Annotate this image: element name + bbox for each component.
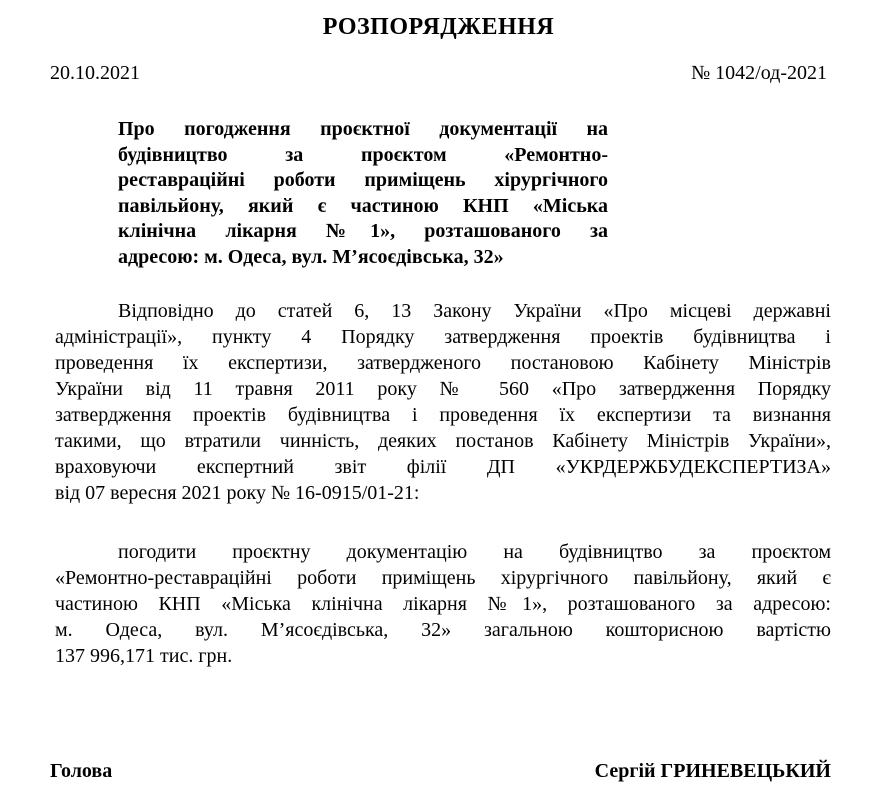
subject-line: Про погодження проєктної документації на [118, 118, 608, 140]
paragraph-line: Відповідно до статей 6, 13 Закону України «Про місцеві державні [118, 300, 831, 322]
subject-line: будівництво за проєктом «Ремонтно- [118, 143, 608, 166]
document-title: РОЗПОРЯДЖЕННЯ [322, 14, 555, 40]
paragraph-line: частиною КНП «Міська клінічна лікарня №1», розташованого за адресою: [55, 593, 831, 615]
paragraph-line: проведення їх експертизи, затвердженого постановою Кабінету Міністрів [55, 352, 831, 374]
paragraph-line: враховуючи експертний звіт філії ДП «УКРДЕРЖБУДЕКСПЕРТИЗА» [55, 456, 831, 478]
paragraph-line: м. Одеса, вул. М’ясоєдівська, 32» загальною кошторисною вартістю [55, 619, 831, 641]
subject-line: павільйону, який є частиною КНП «Міська [118, 194, 608, 217]
document-subject [118, 117, 608, 271]
paragraph-line: від 07 вересня 2021 року № 16-0915/01-21: [55, 482, 420, 504]
paragraph-line: «Ремонтно-реставраційні роботи приміщень хірургічного павільйону, який є [55, 567, 831, 589]
preamble-paragraph [55, 298, 831, 506]
paragraph-line: України від 11 травня 2011 року № 560 «Про затвердження Порядку [55, 378, 831, 400]
paragraph-line: такими, що втратили чинність, деяких постанов Кабінету Міністрів України», [55, 430, 831, 452]
decision-paragraph [55, 539, 831, 669]
subject-line: клінічна лікарня №1», розташованого за [118, 220, 608, 243]
paragraph-line: погодити проєктну документацію на будівництво за проєктом [118, 541, 831, 563]
paragraph-line: 137 996,171 тис. грн. [55, 645, 233, 667]
subject-line: адресою: м. Одеса, вул. М’ясоєдівська, 32» [118, 245, 504, 268]
document-date: 20.10.2021 [50, 62, 140, 84]
signatory-position: Голова [50, 760, 113, 782]
paragraph-line: затвердження проектів будівництва і проведення їх експертизи та визнання [55, 404, 831, 426]
document-number: № 1042/од-2021 [691, 62, 827, 84]
subject-line: реставраційні роботи приміщень хірургічного [118, 169, 608, 192]
paragraph-line: адміністрації», пункту 4 Порядку затвердження проектів будівництва і [55, 326, 831, 348]
signatory-name: Сергій ГРИНЕВЕЦЬКИЙ [594, 760, 831, 782]
